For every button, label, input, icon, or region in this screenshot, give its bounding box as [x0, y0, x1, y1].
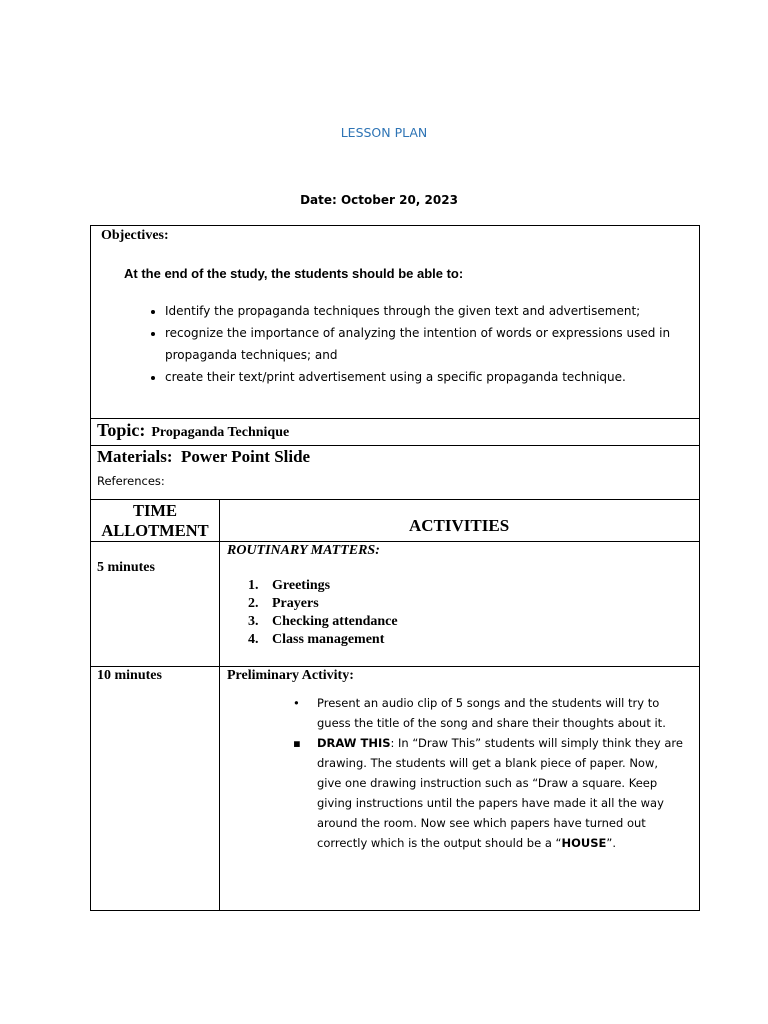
preliminary-list — [293, 693, 683, 853]
list-item: • create their text/print advertisement using a specific propaganda technique. — [165, 366, 680, 388]
list-item: 1. Greetings — [248, 578, 331, 593]
materials-row — [97, 447, 310, 467]
list-item: 2. Prayers — [248, 596, 319, 611]
square-bullet-icon: ▪ — [293, 736, 301, 750]
routinary-list — [248, 577, 398, 649]
objectives-intro: At the end of the study, the students should be able to: — [124, 266, 464, 281]
list-item: • Identify the propaganda techniques through the given text and advertisement; — [165, 300, 680, 322]
topic-value: Propaganda Technique — [151, 425, 290, 440]
lesson-plan-table — [90, 225, 700, 911]
bullet-icon: • — [293, 696, 300, 710]
materials-value: Power Point Slide — [181, 447, 311, 466]
list-item: ▪ DRAW THIS: In “Draw This” students will simply think they are drawing. The students will get a blank piece of paper. Now, give one drawing instruction such as “Draw a square. Keep giving instructions until the papers have made it all the way around the room. Now see which papers have turned out correctly which is the output should be a “HOUSE”. — [317, 733, 683, 853]
list-item: 4. Class management — [248, 632, 385, 647]
objectives-list — [143, 300, 680, 388]
document-title: LESSON PLAN — [340, 125, 428, 140]
column-divider — [219, 500, 220, 910]
list-item: 3. Checking attendance — [248, 614, 398, 629]
topic-label: Topic: — [97, 420, 146, 440]
materials-label: Materials: — [97, 447, 173, 466]
lesson-date: Date: October 20, 2023 — [300, 193, 458, 207]
references-label: References: — [97, 474, 165, 488]
preliminary-heading: Preliminary Activity: — [227, 668, 354, 683]
time-allotment-header: TIME ALLOTMENT — [101, 501, 209, 540]
topic-row — [97, 420, 289, 441]
activities-header: ACTIVITIES — [409, 516, 510, 535]
divider — [91, 445, 699, 446]
divider — [91, 541, 699, 542]
objectives-label: Objectives: — [101, 228, 169, 243]
list-item: • Present an audio clip of 5 songs and the students will try to guess the title of the song and share their thoughts about it. — [317, 693, 683, 733]
routinary-heading: ROUTINARY MATTERS: — [227, 543, 380, 558]
divider — [91, 666, 699, 667]
divider — [91, 499, 699, 500]
row-time: 10 minutes — [97, 668, 162, 683]
divider — [91, 418, 699, 419]
row-time: 5 minutes — [97, 560, 155, 575]
list-item: • recognize the importance of analyzing the intention of words or expressions used in propaganda techniques; and — [165, 322, 680, 366]
